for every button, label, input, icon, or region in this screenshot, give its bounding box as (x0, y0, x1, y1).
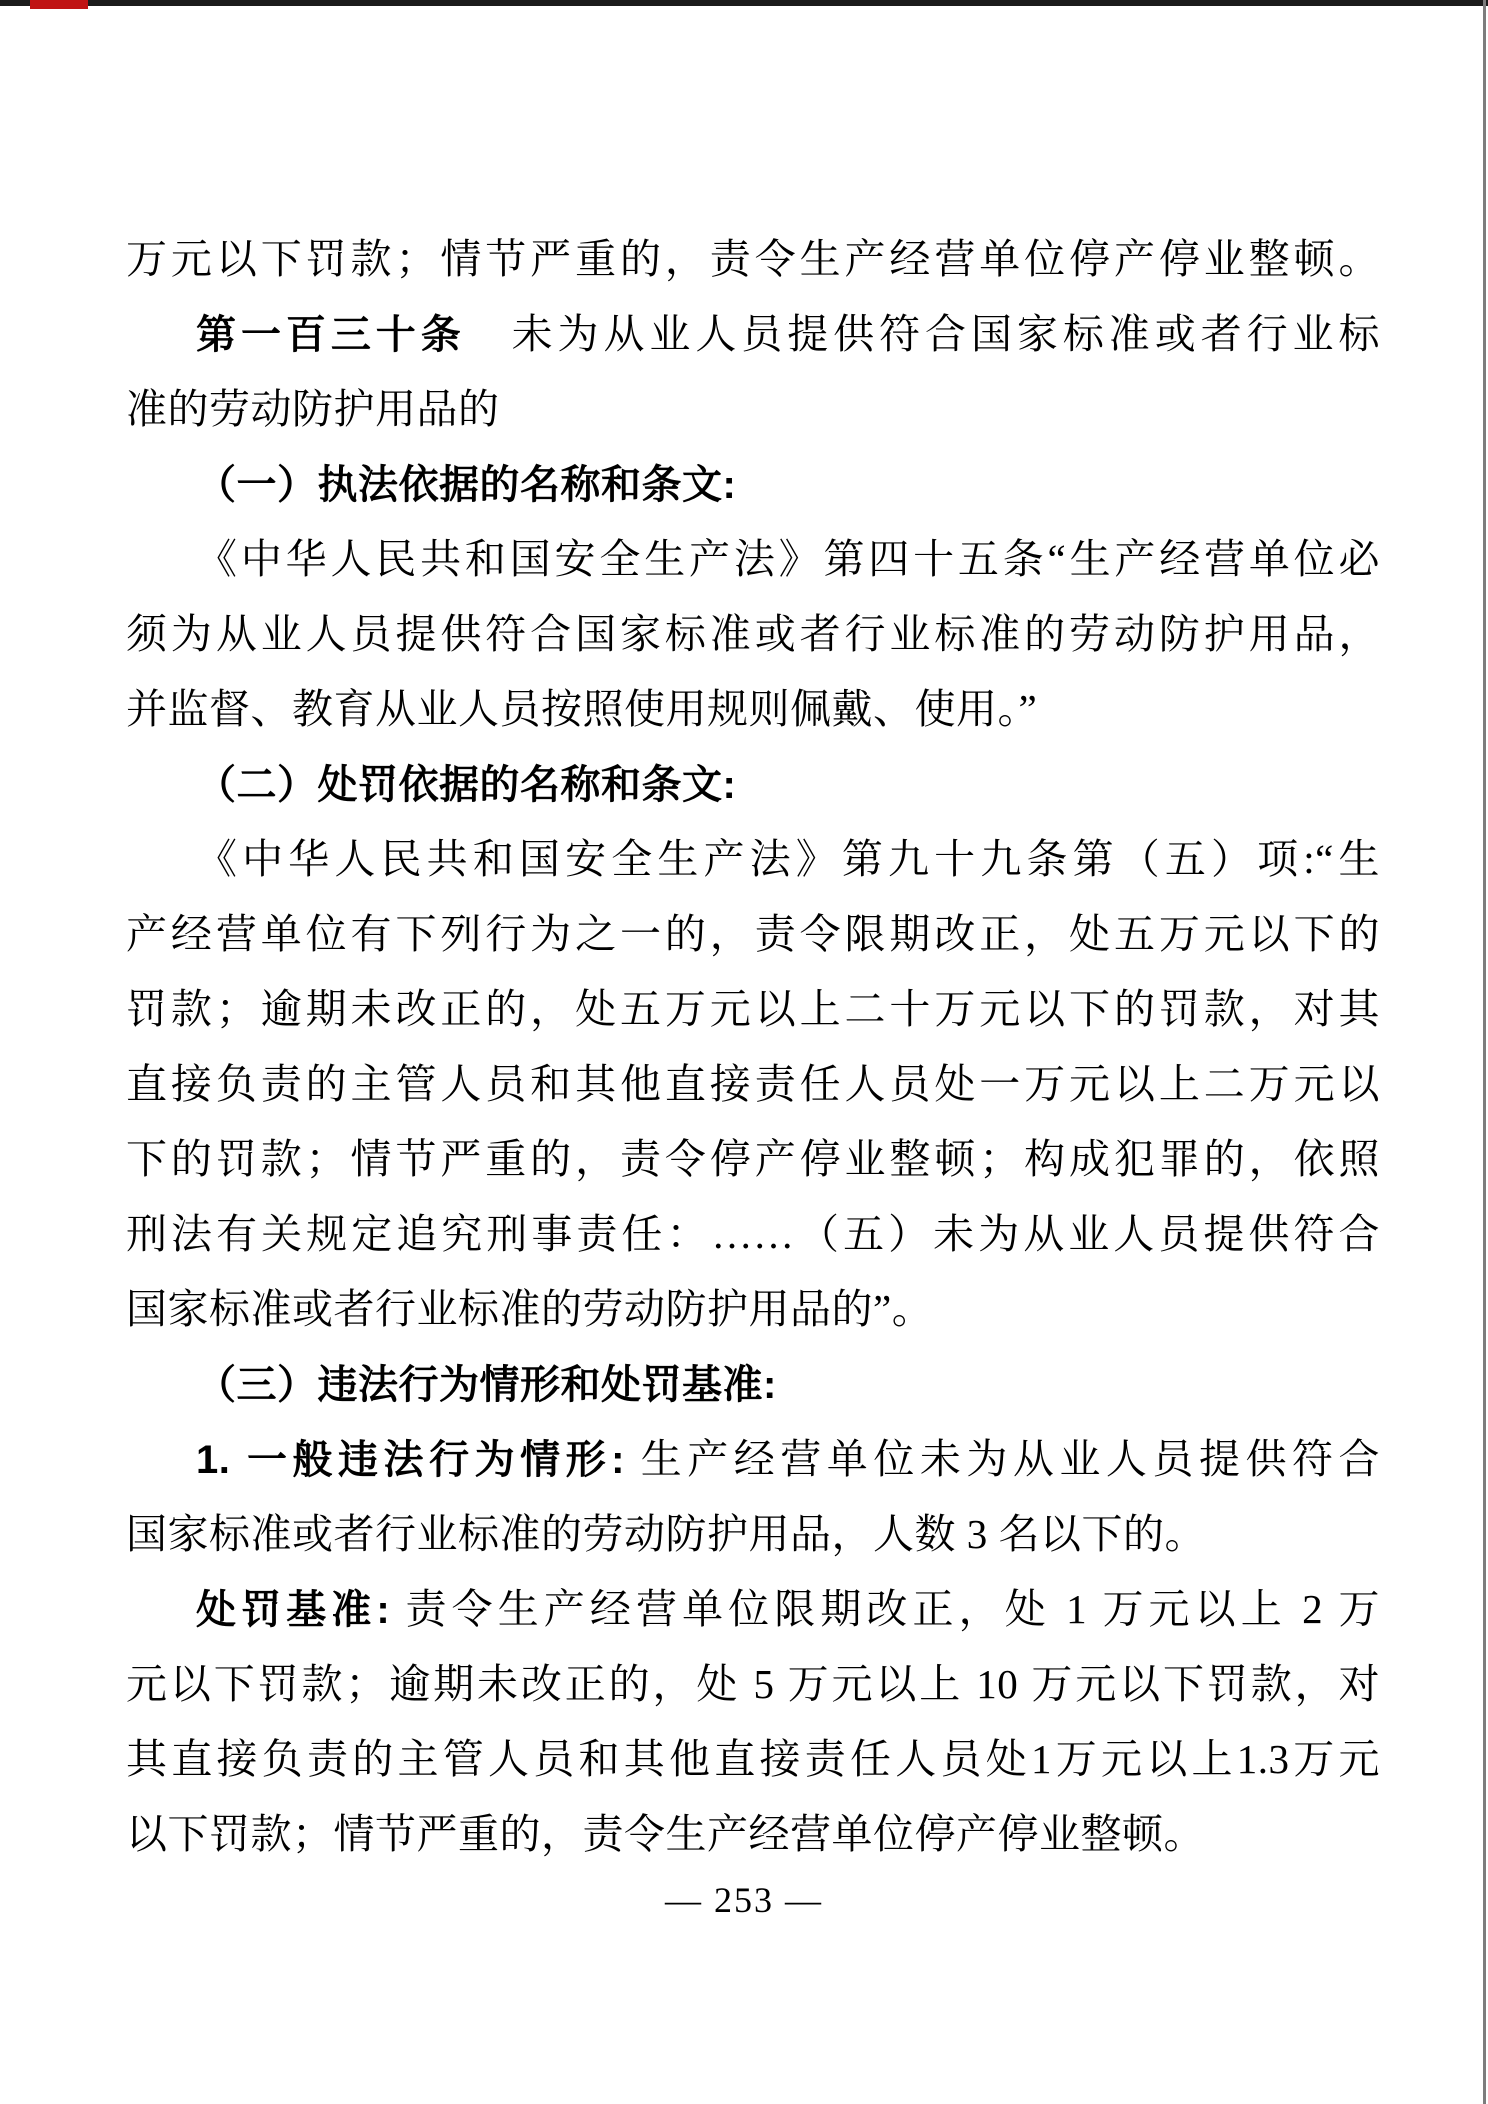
text-segment: 责令生产经营单位限期改正，处 1 万元以上 2 万 (390, 1586, 1380, 1632)
text-segment: 并监督、教育从业人员按照使用规则佩戴、使用。” (126, 686, 1038, 732)
text-line (126, 1122, 1380, 1197)
text-segment: 《中华人民共和国安全生产法》第四十五条“生产经营单位必 (196, 536, 1380, 582)
text-segment: 以下罚款；情节严重的，责令生产经营单位停产停业整顿。 (126, 1811, 1205, 1857)
text-segment: 罚款；逾期未改正的，处五万元以上二十万元以下的罚款，对其 (126, 986, 1380, 1032)
text-segment: 下的罚款；情节严重的，责令停产停业整顿；构成犯罪的，依照 (126, 1136, 1380, 1182)
text-line (126, 1272, 1380, 1347)
text-segment: 直接负责的主管人员和其他直接责任人员处一万元以上二万元以 (126, 1061, 1380, 1107)
text-line (126, 297, 1380, 372)
text-line (126, 222, 1380, 297)
text-line (126, 972, 1380, 1047)
text-segment: 须为从业人员提供符合国家标准或者行业标准的劳动防护用品， (126, 611, 1380, 657)
page-right-edge (1483, 0, 1486, 2104)
text-segment: 其直接负责的主管人员和其他直接责任人员处1万元以上1.3万元 (126, 1736, 1380, 1782)
text-segment-bold: 1. 一般违法行为情形: (196, 1438, 625, 1482)
text-line (126, 897, 1380, 972)
page-top-edge (0, 0, 1488, 6)
text-segment-bold: （三）违法行为情形和处罚基准: (196, 1363, 777, 1407)
text-segment: 刑法有关规定追究刑事责任：……（五）未为从业人员提供符合 (126, 1211, 1380, 1257)
text-segment-bold: （二）处罚依据的名称和条文: (196, 763, 737, 807)
text-segment: 产经营单位有下列行为之一的，责令限期改正，处五万元以下的 (126, 911, 1380, 957)
text-segment: 《中华人民共和国安全生产法》第九十九条第（五）项:“生 (196, 836, 1380, 882)
text-segment: 元以下罚款；逾期未改正的，处 5 万元以上 10 万元以下罚款，对 (126, 1661, 1380, 1707)
text-segment-bold: 处罚基准: (196, 1588, 391, 1632)
scan-corner-mark (30, 0, 88, 9)
text-segment: 国家标准或者行业标准的劳动防护用品，人数 3 名以下的。 (126, 1511, 1206, 1557)
text-line (126, 822, 1380, 897)
text-line (126, 1722, 1380, 1797)
text-segment: 未为从业人员提供符合国家标准或者行业标 (465, 311, 1380, 357)
text-line (126, 1647, 1380, 1722)
text-segment: 国家标准或者行业标准的劳动防护用品的”。 (126, 1286, 934, 1332)
page-number: — 253 — (665, 1880, 823, 1920)
text-segment: 生产经营单位未为从业人员提供符合 (624, 1436, 1381, 1482)
text-line (126, 747, 1380, 822)
text-line (126, 447, 1380, 522)
text-segment-bold: （一）执法依据的名称和条文: (196, 463, 737, 507)
text-line (126, 1197, 1380, 1272)
text-line (126, 1497, 1380, 1572)
document-body (126, 222, 1380, 1872)
text-line (126, 1047, 1380, 1122)
text-line (126, 1347, 1380, 1422)
text-line (126, 1422, 1380, 1497)
text-segment: 万元以下罚款；情节严重的，责令生产经营单位停产停业整顿。 (126, 236, 1380, 282)
text-line (126, 522, 1380, 597)
text-line (126, 672, 1380, 747)
text-segment: 准的劳动防护用品的 (126, 386, 500, 432)
text-line (126, 597, 1380, 672)
text-line (126, 372, 1380, 447)
text-line (126, 1797, 1380, 1872)
text-line (126, 1572, 1380, 1647)
text-segment-bold: 第一百三十条 (196, 313, 466, 357)
